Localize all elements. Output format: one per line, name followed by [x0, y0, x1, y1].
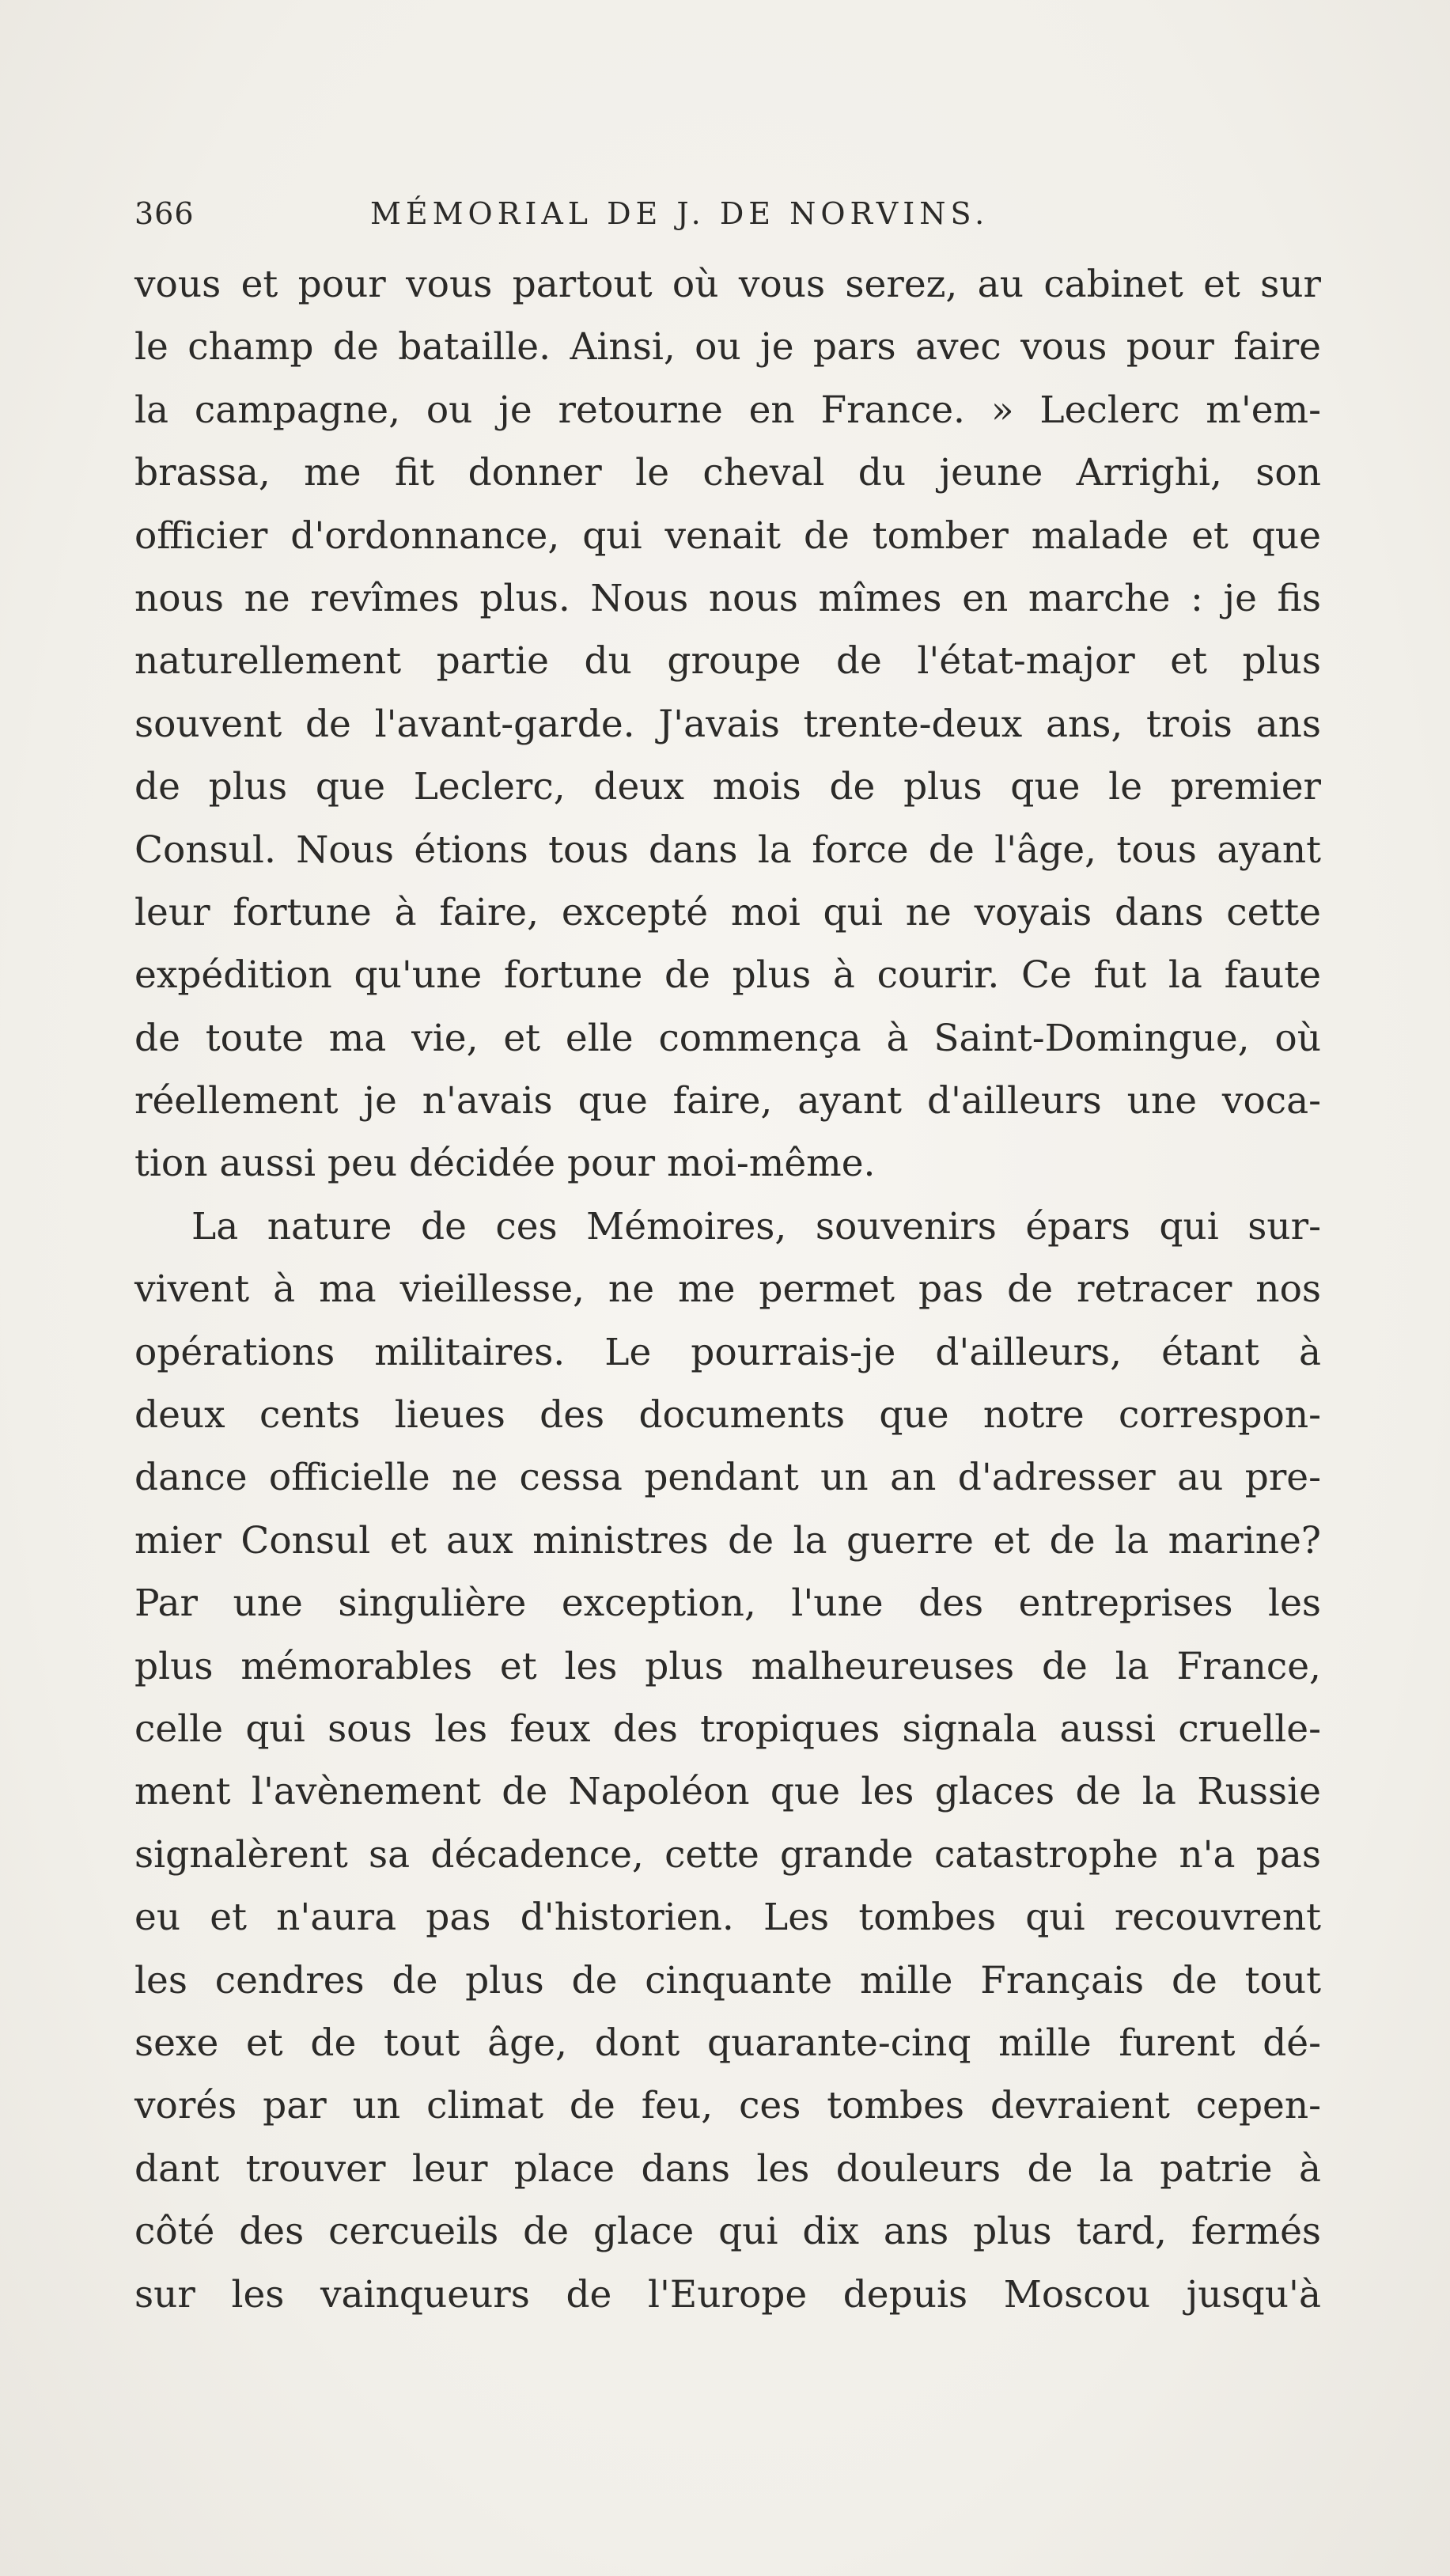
text-line: sur les vainqueurs de l'Europe depuis Moscou jusqu'à: [134, 2272, 1321, 2317]
text-line: dant trouver leur place dans les douleurs de la patrie à: [134, 2146, 1321, 2191]
text-line: naturellement partie du groupe de l'état-major et plus: [134, 639, 1321, 684]
text-line: la campagne, ou je retourne en France. » Leclerc m'em-: [134, 388, 1321, 432]
text-line: expédition qu'une fortune de plus à courir. Ce fut la faute: [134, 953, 1321, 998]
text-line: plus mémorables et les plus malheureuses de la France,: [134, 1644, 1321, 1688]
text-line: vivent à ma vieillesse, ne me permet pas de retracer nos: [134, 1267, 1321, 1312]
text-line: réellement je n'avais que faire, ayant d'ailleurs une voca-: [134, 1079, 1321, 1123]
text-line: eu et n'aura pas d'historien. Les tombes qui recouvrent: [134, 1896, 1321, 1940]
text-line: ment l'avènement de Napoléon que les glaces de la Russie: [134, 1770, 1321, 1814]
text-line: les cendres de plus de cinquante mille Français de tout: [134, 1958, 1321, 2002]
text-line: officier d'ordonnance, qui venait de tomber malade et que: [134, 513, 1321, 558]
text-line: de plus que Leclerc, deux mois de plus que le premier: [134, 765, 1321, 809]
text-line: le champ de bataille. Ainsi, ou je pars avec vous pour faire: [134, 325, 1321, 369]
text-line: dance officielle ne cessa pendant un an d'adresser au pre-: [134, 1456, 1321, 1500]
text-line: Consul. Nous étions tous dans la force de l'âge, tous ayant: [134, 828, 1321, 872]
text-line: vorés par un climat de feu, ces tombes devraient cepen-: [134, 2084, 1321, 2128]
running-title: MÉMORIAL DE J. DE NORVINS.: [370, 196, 990, 231]
body-text: [134, 253, 1321, 2326]
text-line: côté des cercueils de glace qui dix ans plus tard, fermés: [134, 2210, 1321, 2254]
text-line: brassa, me fit donner le cheval du jeune Arrighi, son: [134, 451, 1321, 495]
page-header: [134, 196, 1321, 244]
text-line: signalèrent sa décadence, cette grande catastrophe n'a pas: [134, 1832, 1321, 1877]
paragraph-end-line: tion aussi peu décidée pour moi-même.: [134, 1142, 876, 1186]
text-line: souvent de l'avant-garde. J'avais trente-deux ans, trois ans: [134, 702, 1321, 746]
paragraph-start-line: La nature de ces Mémoires, souvenirs épars qui sur-: [191, 1204, 1321, 1248]
text-line: opérations militaires. Le pourrais-je d'ailleurs, étant à: [134, 1330, 1321, 1374]
text-line: nous ne revîmes plus. Nous nous mîmes en marche : je fis: [134, 576, 1321, 620]
text-line: leur fortune à faire, excepté moi qui ne voyais dans cette: [134, 890, 1321, 934]
page-number: 366: [134, 196, 195, 231]
text-line: Par une singulière exception, l'une des entreprises les: [134, 1582, 1321, 1626]
text-line: deux cents lieues des documents que notre correspon-: [134, 1393, 1321, 1438]
text-line: vous et pour vous partout où vous serez, au cabinet et sur: [134, 263, 1321, 306]
text-line: sexe et de tout âge, dont quarante-cinq mille furent dé-: [134, 2021, 1321, 2065]
text-line: celle qui sous les feux des tropiques signala aussi cruelle-: [134, 1707, 1321, 1751]
text-line: mier Consul et aux ministres de la guerre et de la marine?: [134, 1518, 1321, 1563]
text-line: de toute ma vie, et elle commença à Saint-Domingue, où: [134, 1016, 1321, 1060]
